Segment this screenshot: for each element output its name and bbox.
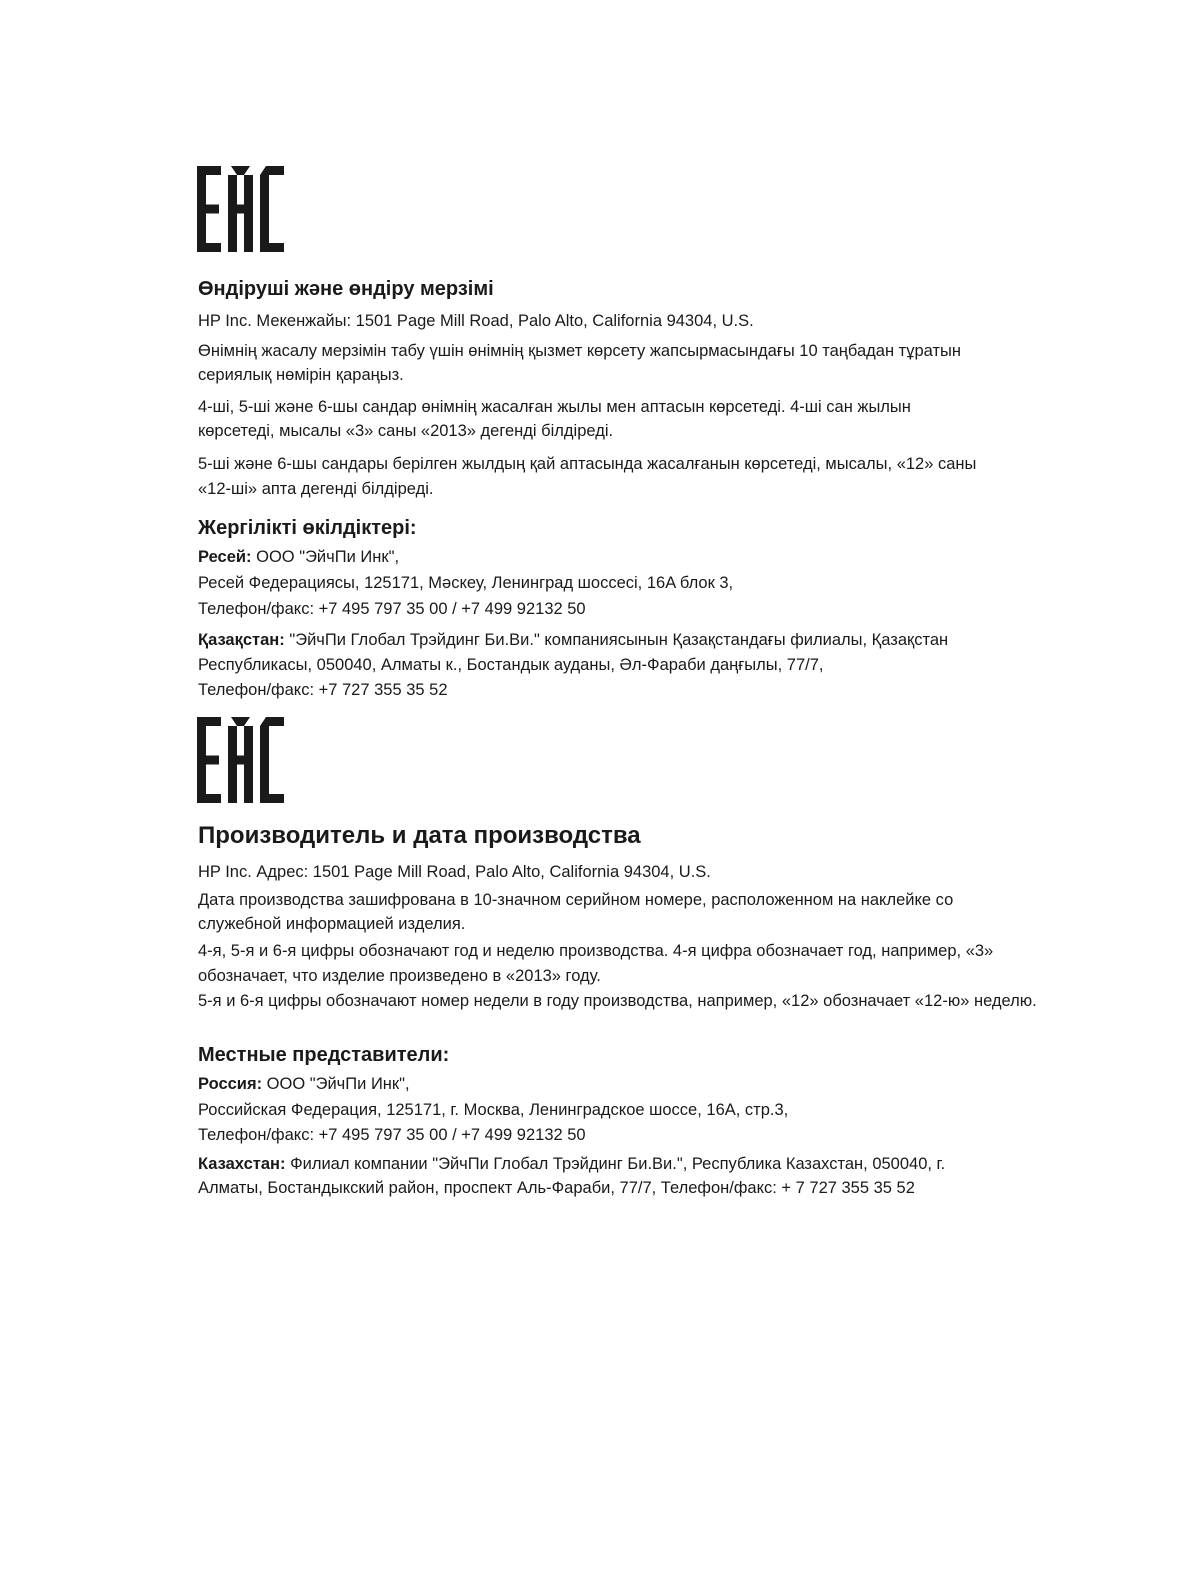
eac-mark-icon	[197, 717, 285, 803]
kz-p3-line2: «12-ші» апта дегенді білдіреді.	[198, 480, 434, 498]
eac-mark-icon	[197, 166, 285, 252]
kz-russia-line3: Телефон/факс: +7 495 797 35 00 / +7 499 92132 50	[198, 600, 586, 618]
ru-kazakhstan-label: Казахстан:	[198, 1155, 286, 1173]
kz-kazakhstan-line2: Республикасы, 050040, Алматы к., Бостандык ауданы, Әл-Фараби даңғылы, 77/7,	[198, 656, 824, 674]
ru-p1-line2: служебной информацией изделия.	[198, 915, 466, 933]
ru-kazakhstan-line1: Казахстан: Филиал компании "ЭйчПи Глобал Трэйдинг Би.Ви.", Республика Казахстан, 050040, г.	[198, 1155, 946, 1173]
kz-p2-line1: 4-ші, 5-ші және 6-шы сандар өнімнің жасалған жылы мен аптасын көрсетеді. 4-ші сан жылын	[198, 398, 911, 416]
ru-russia-line3: Телефон/факс: +7 495 797 35 00 / +7 499 92132 50	[198, 1126, 586, 1144]
kz-p1-line1: Өнімнің жасалу мерзімін табу үшін өнімнің қызмет көрсету жапсырмасындағы 10 таңбадан тұратын	[198, 342, 961, 360]
ru-russia-line1: Россия: ООО "ЭйчПи Инк",	[198, 1075, 410, 1093]
ru-p2-line2: обозначает, что изделие произведено в «2013» году.	[198, 967, 601, 985]
kz-reps-heading: Жергілікті өкілдіктері:	[198, 517, 417, 539]
kz-address: HP Inc. Мекенжайы: 1501 Page Mill Road, Palo Alto, California 94304, U.S.	[198, 312, 754, 330]
kz-p1-line2: сериялық нөмірін қараңыз.	[198, 366, 404, 384]
ru-russia-label: Россия:	[198, 1075, 263, 1093]
kz-kazakhstan-line1: Қазақстан: "ЭйчПи Глобал Трэйдинг Би.Ви." компаниясынын Қазақстандағы филиалы, Қазақстан	[198, 631, 949, 649]
kz-russia-line1: Ресей: ООО "ЭйчПи Инк",	[198, 548, 400, 566]
ru-reps-heading: Местные представители:	[198, 1044, 450, 1066]
ru-russia-line2: Российская Федерация, 125171, г. Москва, Ленинградское шоссе, 16A, стр.3,	[198, 1101, 789, 1119]
kz-p2-line2: көрсетеді, мысалы «3» саны «2013» дегенді білдіреді.	[198, 422, 614, 440]
kz-russia-label: Ресей:	[198, 548, 252, 566]
ru-p3-line1: 5-я и 6-я цифры обозначают номер недели в году производства, например, «12» обозначает «12-ю» неделю.	[198, 992, 1037, 1010]
kz-kazakhstan-label: Қазақстан:	[198, 631, 285, 649]
kz-p3-line1: 5-ші және 6-шы сандары берілген жылдың қай аптасында жасалғанын көрсетеді, мысалы, «12» саны	[198, 455, 977, 473]
kz-kazakhstan-line3: Телефон/факс: +7 727 355 35 52	[198, 681, 448, 699]
ru-heading: Производитель и дата производства	[198, 822, 641, 849]
kz-heading: Өндіруші және өндіру мерзімі	[198, 278, 494, 300]
ru-kazakhstan-line2: Алматы, Бостандыкский район, проспект Аль-Фараби, 77/7, Телефон/факс: + 7 727 355 35 52	[198, 1179, 915, 1197]
ru-p1-line1: Дата производства зашифрована в 10-значном серийном номере, расположенном на наклейке со	[198, 891, 954, 909]
ru-address: HP Inc. Адрес: 1501 Page Mill Road, Palo Alto, California 94304, U.S.	[198, 863, 711, 881]
ru-p2-line1: 4-я, 5-я и 6-я цифры обозначают год и неделю производства. 4-я цифра обозначает год, например, «3»	[198, 942, 994, 960]
kz-russia-line2: Ресей Федерациясы, 125171, Мәскеу, Ленинград шоссесі, 16A блок 3,	[198, 574, 734, 592]
